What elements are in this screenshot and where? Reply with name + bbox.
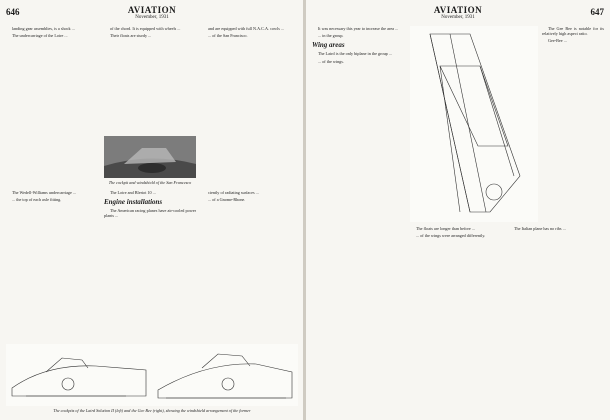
cockpit-photo-image [104, 136, 196, 178]
left-bottom-column-2 [104, 190, 196, 340]
paragraph: landing gear assemblies, is a shock ... [12, 26, 75, 31]
section-heading-engine-installations: Engine installations [104, 198, 163, 207]
gee-bee-structure-drawing [410, 26, 538, 222]
paragraph: ciently of radiating surfaces ... [208, 190, 259, 195]
left-bottom-column-1 [6, 190, 98, 340]
left-column-1 [6, 26, 98, 186]
paragraph: The American racing planes have air-cooled power plants ... [104, 208, 196, 219]
photo-caption: The cockpit and windshield of the San Francesco [108, 180, 192, 185]
left-page-number: 646 [6, 7, 20, 17]
diagram-caption: Gee-Bee ... [548, 38, 567, 44]
laird-cockpit-diagram [12, 358, 146, 396]
right-running-date: November, 1931 [441, 15, 475, 20]
left-column-3 [202, 26, 298, 186]
left-running-head: AVIATION [127, 5, 177, 15]
paragraph: The Loire and Bleriot 10 ... [110, 190, 156, 195]
right-column-1 [312, 26, 404, 406]
right-column-3 [508, 226, 604, 406]
paragraph: ... of a Gnome-Rhone. [208, 197, 246, 203]
cockpit-diagrams-drawing [6, 344, 298, 406]
right-page-number: 647 [590, 7, 604, 17]
cockpit-photo [104, 136, 196, 178]
paragraph: The Italian plane has no ribs ... [514, 226, 566, 231]
left-page [0, 0, 304, 420]
paragraph: ... the top of each axle fitting. [12, 197, 62, 203]
right-running-head: AVIATION [433, 5, 483, 15]
paragraph: The Gee Bee is notable for its relatively high aspect ratio. [542, 26, 604, 37]
section-heading-wing-areas: Wing areas [312, 41, 345, 50]
gee-bee-cockpit-diagram [158, 354, 292, 398]
paragraph: It was necessary this year to increase the area ... [318, 26, 399, 31]
paragraph: The Laird is the only biplane in the group ... [318, 51, 392, 57]
paragraph: ... in the group. [318, 33, 344, 39]
paragraph: The floats are longer than before ... [416, 226, 475, 231]
diagram-caption: The cockpits of the Laird Solution II (left) and the Gee Bee (right), showing the windshield arrangement of the former [53, 408, 251, 413]
paragraph: and are equipped with full N.A.C.A. cowls ... [208, 26, 285, 31]
paragraph: The Wedell-Williams undercarriage ... [12, 190, 77, 195]
paragraph: of the chord. It is equipped with wheels ... [110, 26, 181, 31]
left-column-2 [104, 26, 196, 132]
paragraph: ... of the wings were arranged differently. [416, 233, 486, 239]
paragraph: ... of the San Francisco. [208, 33, 248, 39]
left-bottom-column-3 [202, 190, 298, 340]
right-column-3-top [542, 26, 604, 222]
left-running-date: November, 1931 [135, 15, 169, 20]
paragraph: Their floats are sturdy ... [110, 33, 152, 39]
right-column-2 [410, 226, 502, 406]
cockpit-diagrams [6, 344, 298, 406]
paragraph: The undercarriage of the Loire ... [12, 33, 68, 39]
gee-bee-structure-diagram [410, 26, 538, 222]
paragraph: ... of the wings. [318, 58, 344, 64]
right-page [306, 0, 610, 420]
